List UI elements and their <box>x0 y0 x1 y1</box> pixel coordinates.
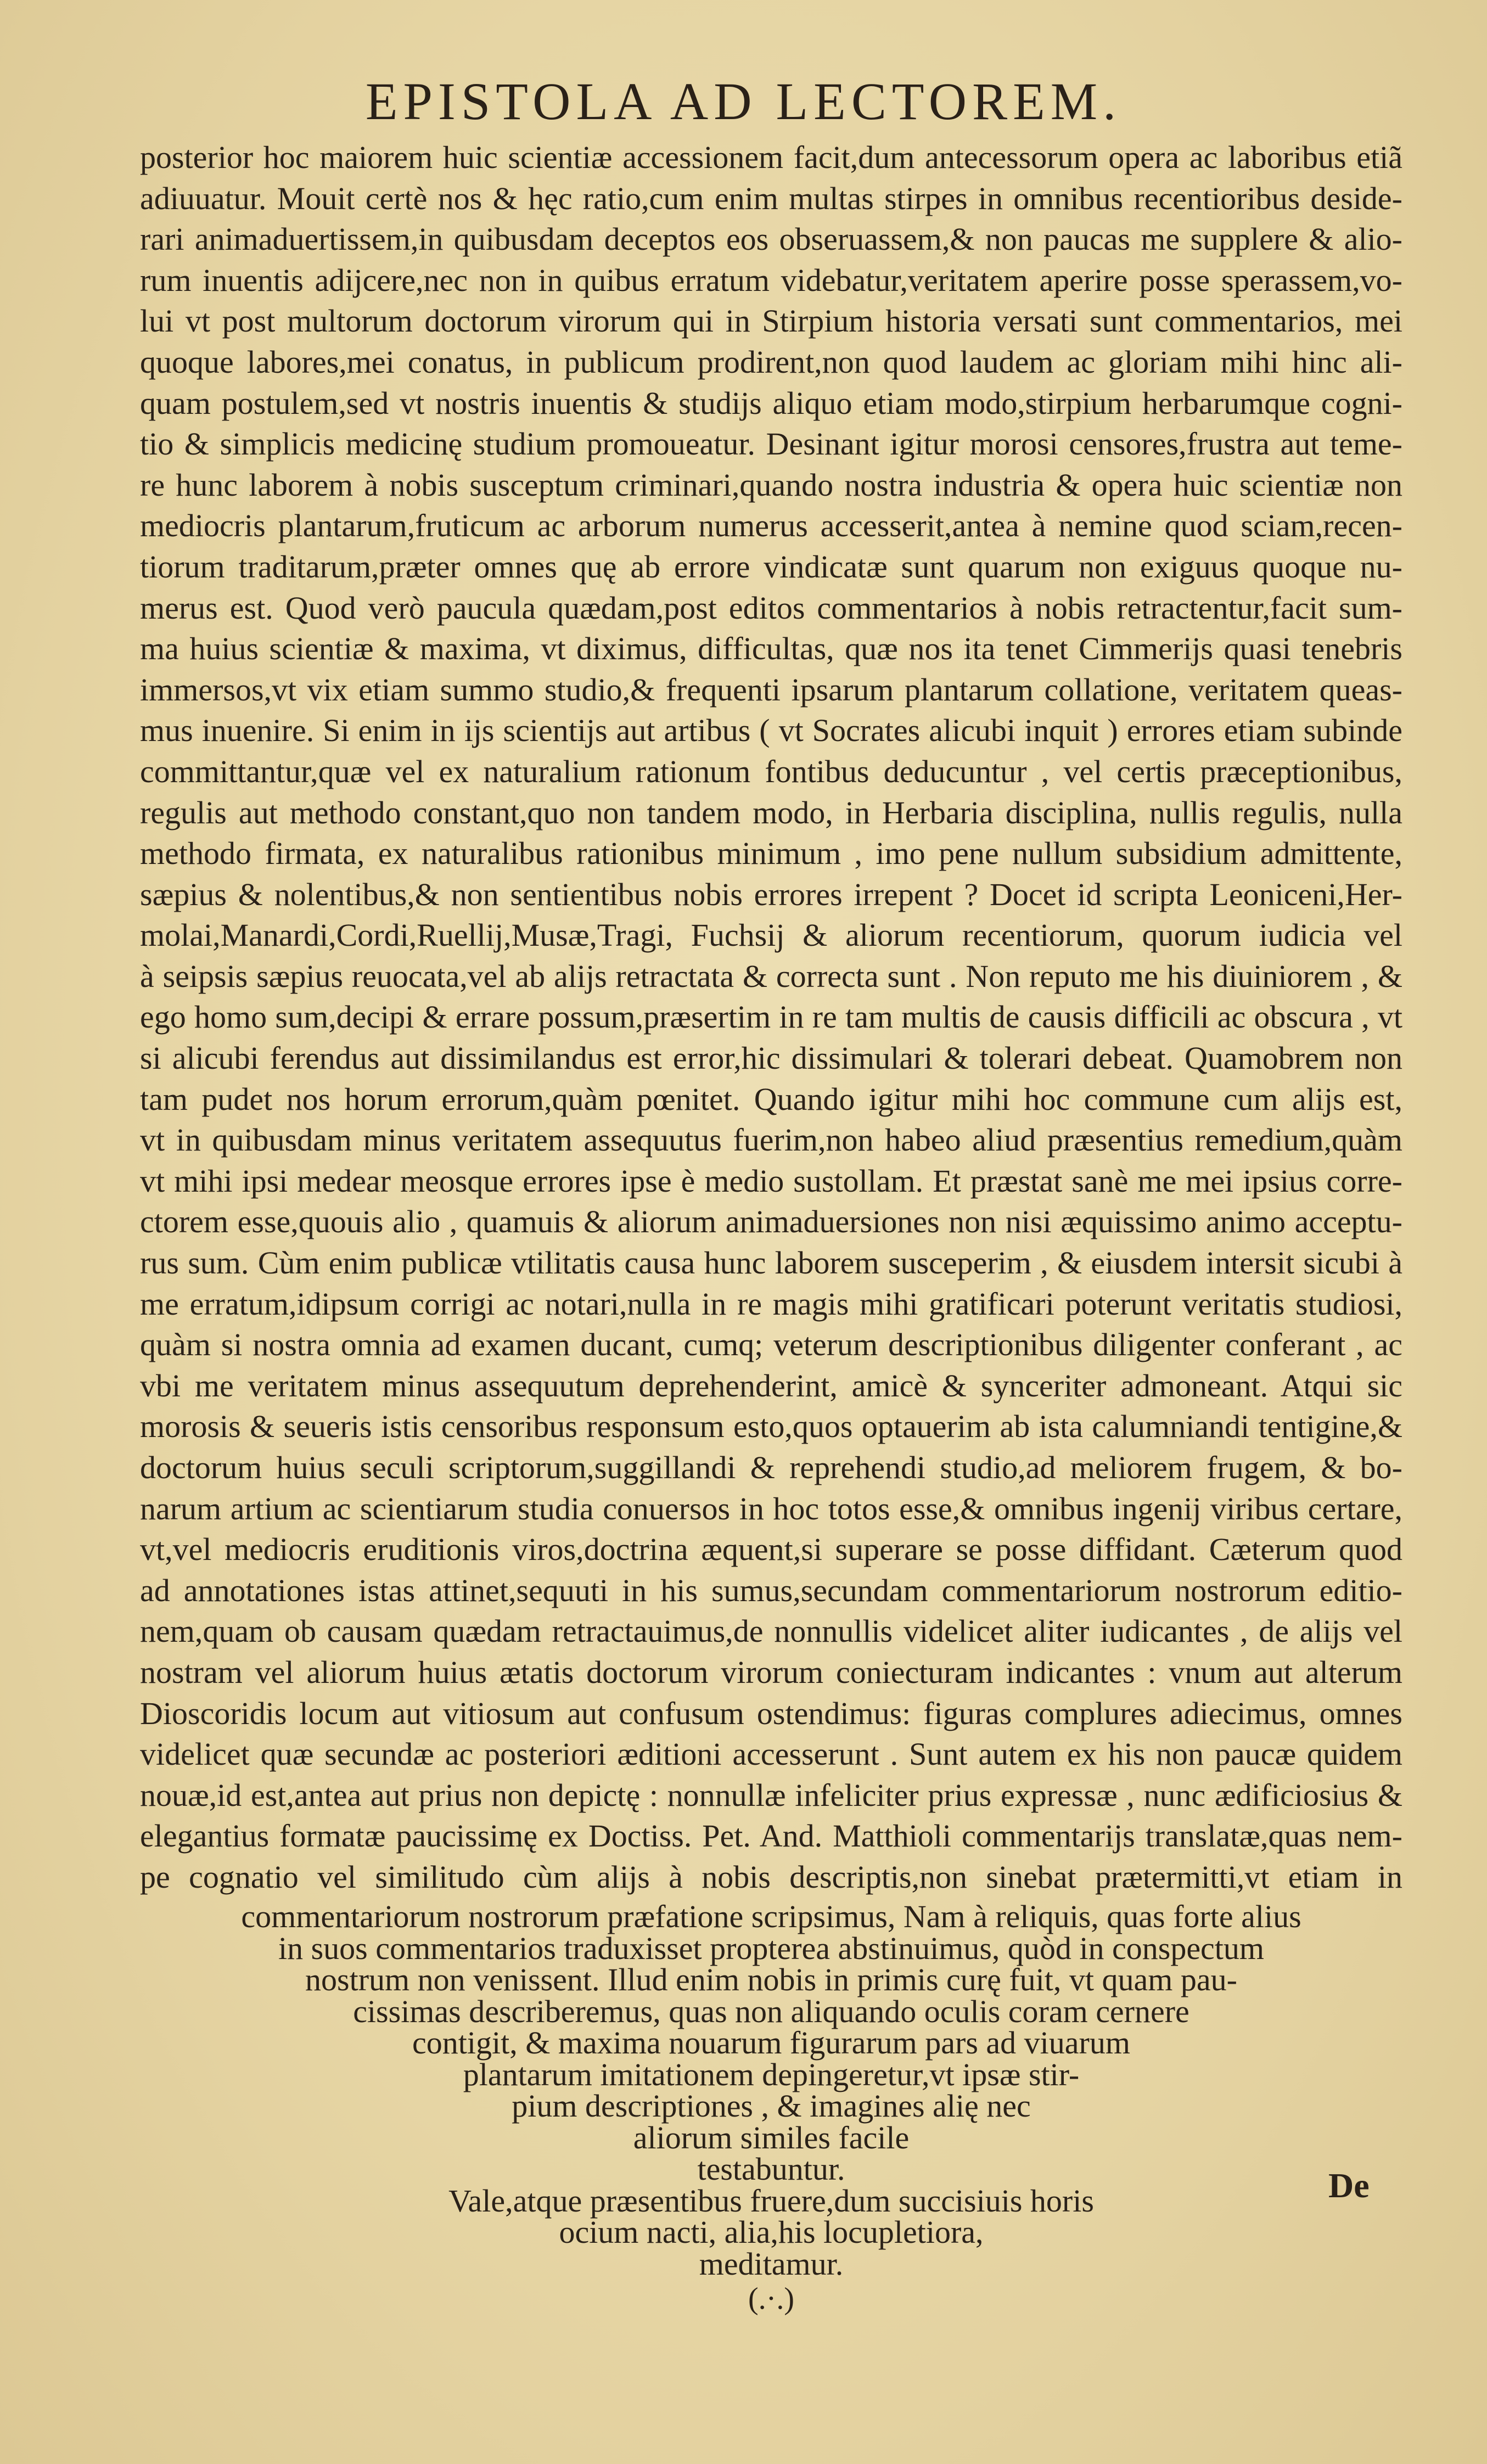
text-line: methodo firmata, ex naturalibus rationibus minimum , imo pene nullum subsidium admittente, <box>140 835 1402 872</box>
text-line: elegantius formatæ paucissimę ex Doctiss. Pet. And. Matthioli commentarijs translatæ,quas nem- <box>140 1818 1402 1854</box>
text-line: si alicubi ferendus aut dissimilandus est error,hic dissimulari & tolerari debeat. Quamobrem non <box>140 1040 1402 1076</box>
text-line: Dioscoridis locum aut vitiosum aut confusum ostendimus: figuras complures adiecimus, omnes <box>140 1695 1402 1731</box>
catchword: De <box>1328 2166 1370 2205</box>
body-text <box>140 137 1402 1898</box>
closing-line: Vale,atque præsentibus fruere,dum succisiuis horis <box>448 2182 1094 2219</box>
text-line: quàm si nostra omnia ad examen ducant, cumq; veterum descriptionibus diligenter conferant , ac <box>140 1327 1402 1363</box>
page-header: EPISTOLA AD LECTOREM. <box>365 72 1122 131</box>
text-line: molai,Manardi,Cordi,Ruellij,Musæ,Tragi, Fuchsij & aliorum recentiorum, quorum iudicia vel <box>140 917 1402 953</box>
text-line: pe cognatio vel similitudo cùm alijs à nobis descriptis,non sinebat prætermitti,vt etiam in <box>140 1859 1402 1895</box>
text-line: quoque labores,mei conatus, in publicum prodirent,non quod laudem ac gloriam mihi hinc ali- <box>140 344 1402 380</box>
text-line: tam pudet nos horum errorum,quàm pœnitet. Quando igitur mihi hoc commune cum alijs est, <box>140 1081 1402 1117</box>
end-ornament: (.·.) <box>748 2282 794 2316</box>
text-line: ctorem esse,quouis alio , quamuis & aliorum animaduersiones non nisi æquissimo animo acceptu- <box>140 1204 1402 1240</box>
closing-line: contigit, & maxima nouarum figurarum pars ad viuarum <box>412 2025 1130 2061</box>
text-line: nostram vel aliorum huius ætatis doctorum virorum coniecturam indicantes : vnum aut alterum <box>140 1654 1402 1690</box>
text-line: rum inuentis adijcere,nec non in quibus erratum videbatur,veritatem aperire posse sperassem,vo- <box>140 262 1402 298</box>
closing-line: cissimas describeremus, quas non aliquando oculis coram cernere <box>353 1993 1189 2029</box>
text-line: mediocris plantarum,fruticum ac arborum numerus accesserit,antea à nemine quod sciam,recen- <box>140 508 1402 544</box>
text-line: rari animaduertissem,in quibusdam deceptos eos obseruassem,& non paucas me supplere & alio- <box>140 221 1402 257</box>
text-line: doctorum huius seculi scriptorum,suggillandi & reprehendi studio,ad meliorem frugem, & bo- <box>140 1450 1402 1485</box>
closing-line: testabuntur. <box>697 2151 845 2187</box>
closing-line: ocium nacti, alia,his locupletiora, <box>559 2214 984 2250</box>
text-line: adiuuatur. Mouit certè nos & hęc ratio,cum enim multas stirpes in omnibus recentioribus deside- <box>140 180 1402 216</box>
text-line: vt in quibusdam minus veritatem assequutus fuerim,non habeo aliud præsentius remedium,quàm <box>140 1122 1402 1158</box>
text-line: tio & simplicis medicinę studium promoueatur. Desinant igitur morosi censores,frustra aut teme- <box>140 426 1402 462</box>
text-line: lui vt post multorum doctorum virorum qui in Stirpium historia versati sunt commentarios, mei <box>140 303 1402 339</box>
text-line: à seipsis sæpius reuocata,vel ab alijs retractata & correcta sunt . Non reputo me his diuiniorem , & <box>140 958 1402 994</box>
closing-line: commentariorum nostrorum præfatione scripsimus, Nam à reliquis, quas forte alius <box>241 1899 1301 1934</box>
text-line: immersos,vt vix etiam summo studio,& frequenti ipsarum plantarum collatione, veritatem queas- <box>140 671 1402 708</box>
text-line: vt,vel mediocris eruditionis viros,doctrina æquent,si superare se posse diffidant. Cæterum quod <box>140 1531 1402 1568</box>
text-line: ego homo sum,decipi & errare possum,præsertim in re tam multis de causis difficili ac obscura , vt <box>140 999 1402 1035</box>
text-line: posterior hoc maiorem huic scientiæ accessionem facit,dum antecessorum opera ac laboribus etiã <box>140 139 1402 175</box>
text-line: quam postulem,sed vt nostris inuentis & studijs aliquo etiam modo,stirpium herbarumque cogni- <box>140 385 1402 421</box>
text-line: regulis aut methodo constant,quo non tandem modo, in Herbaria disciplina, nullis regulis, nulla <box>140 794 1402 830</box>
closing-line: aliorum similes facile <box>633 2119 910 2156</box>
text-line: ad annotationes istas attinet,sequuti in his sumus,secundam commentariorum nostrorum editio- <box>140 1572 1402 1608</box>
closing-line: meditamur. <box>699 2246 844 2282</box>
text-line: me erratum,idipsum corrigi ac notari,nulla in re magis mihi gratificari poterunt veritatis studiosi, <box>140 1286 1402 1322</box>
text-line: nem,quam ob causam quædam retractauimus,de nonnullis videlicet aliter iudicantes , de alijs vel <box>140 1613 1402 1649</box>
text-line: committantur,quæ vel ex naturalium rationum fontibus deducuntur , vel certis præceptionibus, <box>140 753 1402 789</box>
text-line: vt mihi ipsi medear meosque errores ipse è medio sustollam. Et præstat sanè me mei ipsius corre- <box>140 1163 1402 1199</box>
text-line: merus est. Quod verò paucula quædam,post editos commentarios à nobis retractentur,facit sum- <box>140 590 1402 626</box>
text-line: re hunc laborem à nobis susceptum criminari,quando nostra industria & opera huic scientiæ non <box>140 467 1402 503</box>
text-line: mus inuenire. Si enim in ijs scientijs aut artibus ( vt Socrates alicubi inquit ) errores etiam subinde <box>140 712 1402 749</box>
text-line: morosis & seueris istis censoribus responsum esto,quos optauerim ab ista calumniandi tentigine,& <box>140 1408 1402 1445</box>
closing-line: plantarum imitationem depingeretur,vt ipsæ stir- <box>463 2056 1080 2092</box>
closing-line: in suos commentarios traduxisset propterea abstinuimus, quòd in conspectum <box>278 1930 1265 1966</box>
text-line: tiorum traditarum,præter omnes quę ab errore vindicatæ sunt quarum non exiguus quoque nu- <box>140 548 1402 585</box>
text-line: vbi me veritatem minus assequutum deprehenderint, amicè & synceriter admoneant. Atqui sic <box>140 1367 1402 1404</box>
text-line: rus sum. Cùm enim publicæ vtilitatis causa hunc laborem susceperim , & eiusdem intersit sicubi à <box>140 1245 1402 1281</box>
text-line: nouæ,id est,antea aut prius non depictę : nonnullæ infeliciter prius expressæ , nunc ædificiosius & <box>140 1777 1402 1813</box>
closing-line: pium descriptiones , & imagines alię nec <box>512 2088 1031 2124</box>
text-line: ma huius scientiæ & maxima, vt diximus, difficultas, quæ nos ita tenet Cimmerijs quasi tenebris <box>140 631 1402 667</box>
closing-line: nostrum non venissent. Illud enim nobis in primis curę fuit, vt quam pau- <box>305 1962 1237 1997</box>
text-line: narum artium ac scientiarum studia conuersos in hoc totos esse,& omnibus ingenij viribus certare, <box>140 1490 1402 1526</box>
text-line: videlicet quæ secundæ ac posteriori æditioni accesserunt . Sunt autem ex his non paucæ quidem <box>140 1736 1402 1772</box>
text-line: sæpius & nolentibus,& non sentientibus nobis errores irrepent ? Docet id scripta Leoniceni,Her- <box>140 876 1402 912</box>
